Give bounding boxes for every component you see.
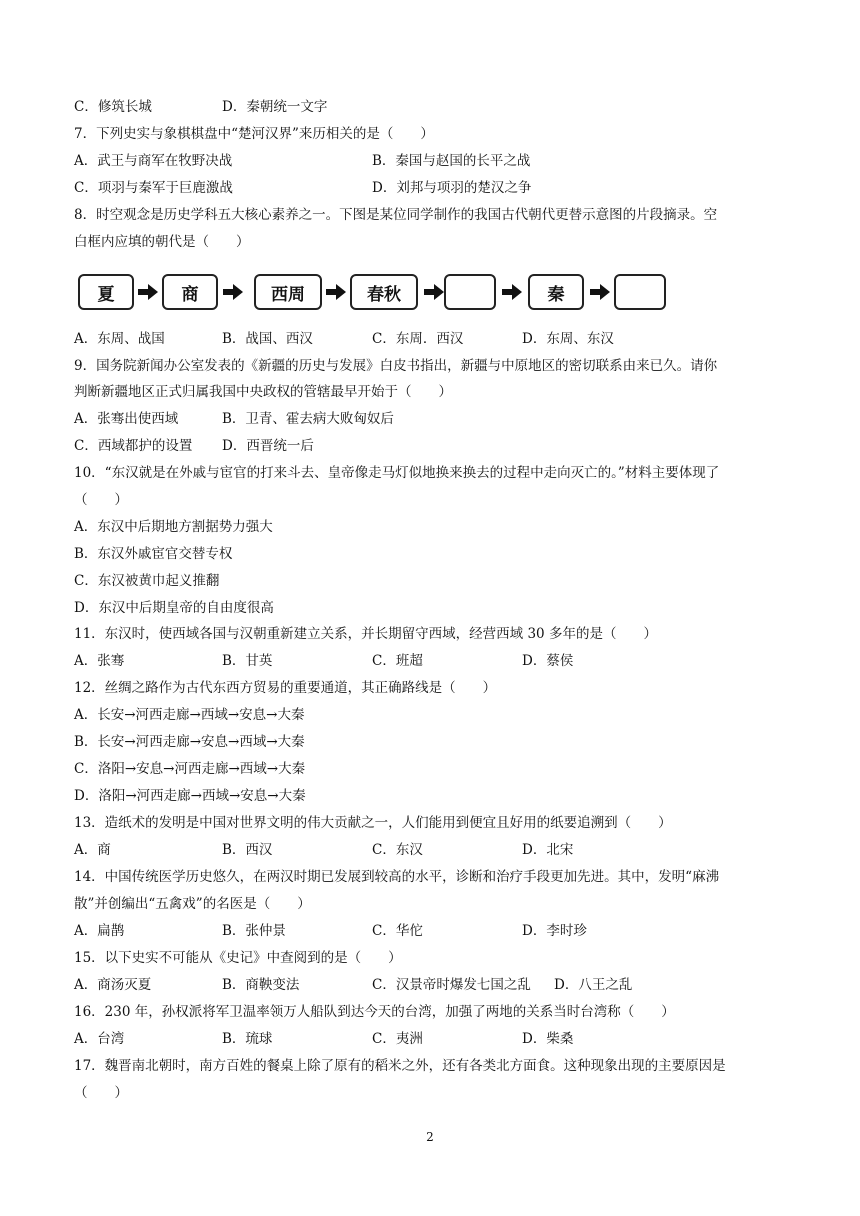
q13-option-d: D．北宋 (522, 842, 574, 858)
q9-option-b: B．卫青、霍去病大败匈奴后 (222, 411, 394, 427)
q12-option-d: D．洛阳→河西走廊→西域→安息→大秦 (74, 788, 306, 804)
q9-option-d: D．西晋统一后 (222, 438, 314, 454)
q17-stem-line2: （ ） (74, 1085, 128, 1101)
flow-arrow-icon (502, 284, 522, 300)
flow-arrow-icon (590, 284, 610, 300)
q16-option-b: B．琉球 (222, 1031, 273, 1047)
q9-option-a: A．张骞出使西域 (74, 411, 179, 427)
q11-option-b: B．甘英 (222, 653, 273, 669)
q6-option-d: D．秦朝统一文字 (222, 99, 328, 115)
q11-option-c: C．班超 (372, 653, 423, 669)
flow-box-qin: 秦 (528, 274, 584, 310)
flow-box-blank-2 (614, 274, 666, 310)
q8-option-d: D．东周、东汉 (522, 331, 614, 347)
q9-option-c: C．西域都护的设置 (74, 438, 193, 454)
q13-option-a: A．商 (74, 842, 111, 858)
q15-option-c: C．汉景帝时爆发七国之乱 (372, 977, 531, 993)
flow-box-blank-1 (444, 274, 496, 310)
q12-option-b: B．长安→河西走廊→安息→西域→大秦 (74, 734, 305, 750)
q7-option-b: B．秦国与赵国的长平之战 (372, 153, 531, 169)
flow-box-chunqiu: 春秋 (350, 274, 418, 310)
q14-option-c: C．华佗 (372, 923, 423, 939)
q11-option-a: A．张骞 (74, 653, 125, 669)
q6-option-c: C．修筑长城 (74, 99, 152, 115)
q11-stem: 11．东汉时，使西域各国与汉朝重新建立关系，并长期留守西域，经营西域 30 多年的是（ ） (74, 626, 657, 642)
q16-stem: 16．230 年，孙权派将军卫温率领万人船队到达今天的台湾，加强了两地的关系当时台湾称（ ） (74, 1004, 675, 1020)
q12-option-c: C．洛阳→安息→河西走廊→西域→大秦 (74, 761, 306, 777)
q11-option-d: D．蔡侯 (522, 653, 574, 669)
q9-stem-line2: 判断新疆地区正式归属我国中央政权的管辖最早开始于（ ） (74, 384, 452, 400)
q13-stem: 13．造纸术的发明是中国对世界文明的伟大贡献之一，人们能用到便宜且好用的纸要追溯到（ ） (74, 815, 672, 831)
q14-option-d: D．李时珍 (522, 923, 587, 939)
q8-stem-line1: 8．时空观念是历史学科五大核心素养之一。下图是某位同学制作的我国古代朝代更替示意图的片段摘录。空 (74, 207, 718, 223)
q14-option-a: A．扁鹊 (74, 923, 125, 939)
q10-option-d: D．东汉中后期皇帝的自由度很高 (74, 600, 274, 616)
q7-option-c: C．项羽与秦军于巨鹿激战 (74, 180, 233, 196)
page-number: 2 (426, 1130, 434, 1144)
q17-stem-line1: 17．魏晋南北朝时，南方百姓的餐桌上除了原有的稻米之外，还有各类北方面食。这种现象出现的主要原因是 (74, 1058, 726, 1074)
flow-box-xizhou: 西周 (254, 274, 322, 310)
q7-option-a: A．武王与商军在牧野决战 (74, 153, 233, 169)
dynasty-flow-diagram (78, 272, 678, 316)
q14-stem-line2: 散”并创编出“五禽戏”的名医是（ ） (74, 896, 311, 912)
flow-arrow-icon (326, 284, 346, 300)
q8-option-a: A．东周、战国 (74, 331, 165, 347)
q12-option-a: A．长安→河西走廊→西域→安息→大秦 (74, 707, 305, 723)
q10-option-b: B．东汉外戚宦官交替专权 (74, 546, 233, 562)
flow-box-xia: 夏 (78, 274, 134, 310)
q13-option-b: B．西汉 (222, 842, 273, 858)
flow-box-shang: 商 (162, 274, 218, 310)
q9-stem-line1: 9．国务院新闻办公室发表的《新疆的历史与发展》白皮书指出，新疆与中原地区的密切联系由来已久。请你 (74, 358, 718, 374)
q10-option-a: A．东汉中后期地方割据势力强大 (74, 519, 273, 535)
q8-stem-line2: 白框内应填的朝代是（ ） (74, 234, 250, 250)
q12-stem: 12．丝绸之路作为古代东西方贸易的重要通道，其正确路线是（ ） (74, 680, 497, 696)
flow-arrow-icon (223, 284, 243, 300)
q8-option-c: C．东周．西汉 (372, 331, 464, 347)
q16-option-d: D．柴桑 (522, 1031, 574, 1047)
q8-option-b: B．战国、西汉 (222, 331, 313, 347)
q7-option-d: D．刘邦与项羽的楚汉之争 (372, 180, 532, 196)
q10-stem-line2: （ ） (74, 492, 128, 508)
q16-option-c: C．夷洲 (372, 1031, 423, 1047)
flow-arrow-icon (424, 284, 444, 300)
q16-option-a: A．台湾 (74, 1031, 125, 1047)
q13-option-c: C．东汉 (372, 842, 423, 858)
q15-option-a: A．商汤灭夏 (74, 977, 152, 993)
q10-option-c: C．东汉被黄巾起义推翻 (74, 573, 220, 589)
flow-arrow-icon (138, 284, 158, 300)
q15-option-d: D．八王之乱 (554, 977, 633, 993)
q10-stem-line1: 10．“东汉就是在外戚与宦官的打来斗去、皇帝像走马灯似地换来换去的过程中走向灭亡的。”材料主要体现了 (74, 465, 720, 481)
q7-stem: 7．下列史实与象棋棋盘中“楚河汉界”来历相关的是（ ） (74, 126, 434, 142)
q15-option-b: B．商鞅变法 (222, 977, 300, 993)
q15-stem: 15．以下史实不可能从《史记》中查阅到的是（ ） (74, 950, 402, 966)
q14-stem-line1: 14．中国传统医学历史悠久，在两汉时期已发展到较高的水平，诊断和治疗手段更加先进。其中，发明“麻沸 (74, 869, 720, 885)
q14-option-b: B．张仲景 (222, 923, 286, 939)
